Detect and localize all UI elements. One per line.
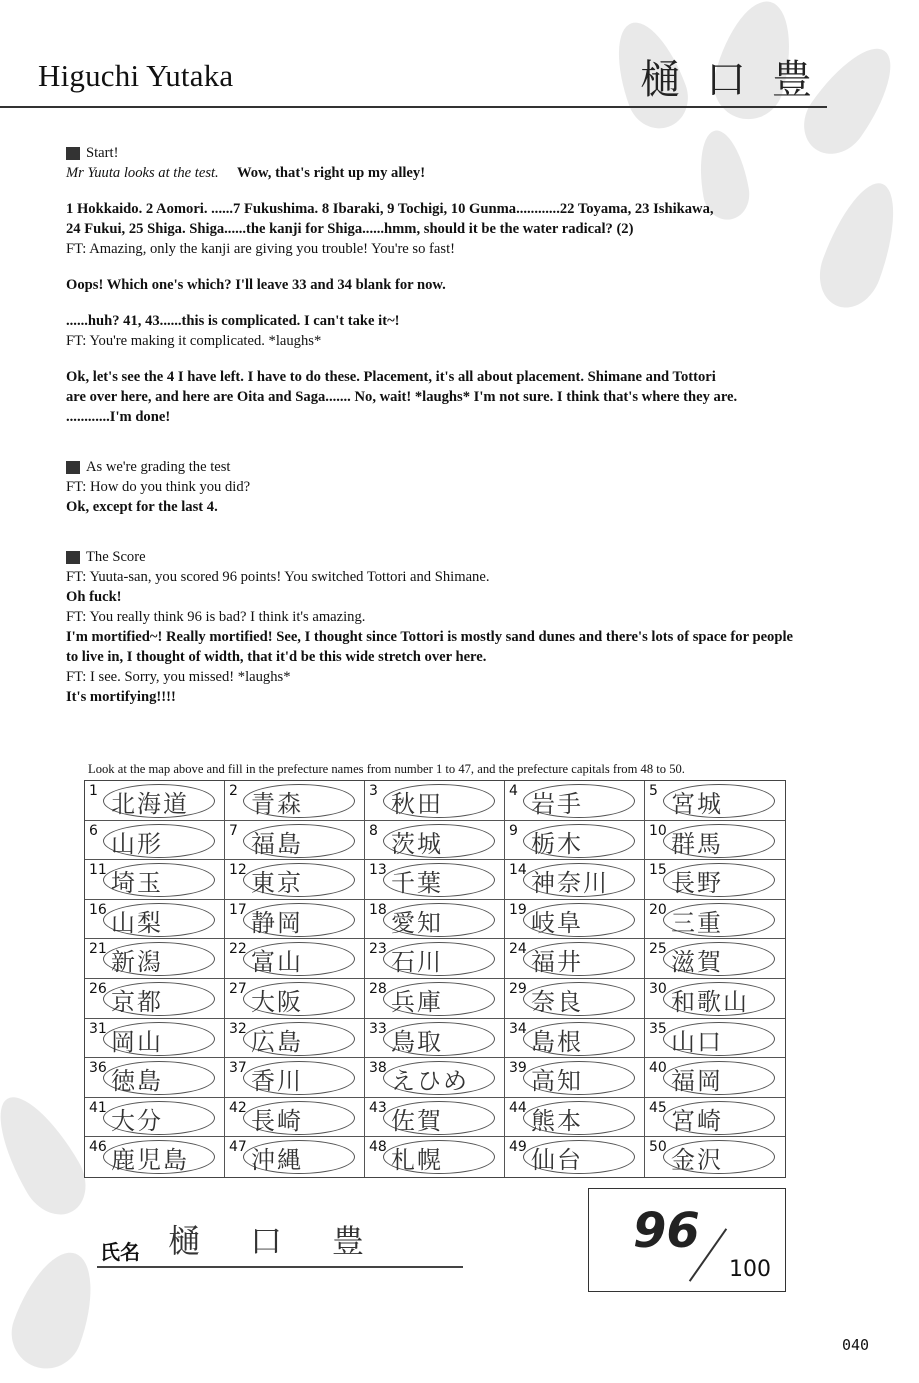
answer-cell xyxy=(365,1019,505,1059)
answer-cell xyxy=(225,939,365,979)
answer-number: 1 xyxy=(89,783,98,799)
paragraph: FT: You really think 96 is bad? I think it's amazing. xyxy=(66,609,366,625)
answer-grid xyxy=(84,780,786,1178)
answer-handwritten: 香川 xyxy=(251,1067,303,1096)
answer-cell xyxy=(645,979,785,1019)
answer-number: 25 xyxy=(649,941,667,958)
paragraph: Mr Yuuta looks at the test. Wow, that's right up my alley! xyxy=(66,165,426,181)
answer-cell xyxy=(365,939,505,979)
paragraph: FT: How do you think you did? xyxy=(66,479,251,495)
answer-number: 9 xyxy=(509,822,518,839)
answer-handwritten: 神奈川 xyxy=(531,869,609,898)
answer-cell xyxy=(85,821,225,861)
answer-handwritten: 福島 xyxy=(251,829,303,858)
answer-handwritten: 山梨 xyxy=(111,908,163,937)
answer-number: 26 xyxy=(89,980,107,997)
paragraph: Ok, let's see the 4 I have left. I have to do these. Placement, it's all about placement. Shimane and Tottori xyxy=(66,369,716,385)
answer-cell xyxy=(505,900,645,940)
answer-cell xyxy=(505,781,645,821)
answer-number: 15 xyxy=(649,862,667,879)
paragraph: FT: Yuuta-san, you scored 96 points! You switched Tottori and Shimane. xyxy=(66,569,490,585)
answer-cell xyxy=(225,1098,365,1138)
answer-number: 40 xyxy=(649,1060,667,1077)
answer-handwritten: 山形 xyxy=(111,829,163,858)
answer-cell xyxy=(225,1019,365,1059)
answer-number: 16 xyxy=(89,901,107,918)
answer-number: 21 xyxy=(89,941,107,958)
decorative-petal xyxy=(2,1242,109,1379)
answer-cell xyxy=(505,979,645,1019)
paragraph: are over here, and here are Oita and Saga....... No, wait! *laughs* I'm not sure. I think that's where they are. xyxy=(66,389,738,405)
answer-number: 44 xyxy=(509,1099,527,1116)
title-kanji: 樋口豊 xyxy=(640,57,838,103)
answer-cell xyxy=(505,1058,645,1098)
paragraph: Oh fuck! xyxy=(66,589,122,605)
answer-handwritten: 奈良 xyxy=(531,987,583,1016)
answer-handwritten: 長野 xyxy=(671,869,723,898)
answer-cell xyxy=(365,1058,505,1098)
answer-number: 11 xyxy=(89,862,107,879)
answer-number: 35 xyxy=(649,1020,667,1037)
answer-number: 18 xyxy=(369,901,387,918)
answer-handwritten: 熊本 xyxy=(531,1106,583,1135)
answer-cell xyxy=(225,1058,365,1098)
answer-cell xyxy=(645,860,785,900)
answer-cell xyxy=(365,821,505,861)
answer-handwritten: 大分 xyxy=(111,1106,163,1135)
page-title: Higuchi Yutaka xyxy=(38,58,234,93)
answer-handwritten: 徳島 xyxy=(111,1067,163,1096)
answer-number: 2 xyxy=(229,783,238,799)
title-divider xyxy=(0,106,827,108)
answer-number: 4 xyxy=(509,783,518,799)
answer-handwritten: 広島 xyxy=(251,1027,303,1056)
name-underline xyxy=(97,1266,463,1268)
answer-cell xyxy=(645,1019,785,1059)
answer-number: 43 xyxy=(369,1099,387,1116)
answer-cell xyxy=(365,979,505,1019)
answer-number: 48 xyxy=(369,1139,387,1156)
answer-cell xyxy=(85,900,225,940)
name-label: 氏名 xyxy=(100,1240,140,1264)
answer-cell xyxy=(645,821,785,861)
interview-text xyxy=(66,143,906,707)
answer-handwritten: 北海道 xyxy=(111,790,189,818)
answer-number: 14 xyxy=(509,862,527,879)
answer-handwritten: 佐賀 xyxy=(391,1106,443,1135)
answer-cell xyxy=(645,1098,785,1138)
test-instruction: Look at the map above and fill in the prefecture names from number 1 to 47, and the prefecture capitals from 48 to 50. xyxy=(88,762,685,776)
paragraph: I'm mortified~! Really mortified! See, I thought since Tottori is mostly sand dunes and there's lots of space for people xyxy=(66,629,793,645)
answer-number: 50 xyxy=(649,1139,667,1156)
answer-cell xyxy=(645,939,785,979)
answer-handwritten: 高知 xyxy=(531,1067,583,1096)
square-bullet-icon xyxy=(66,551,80,564)
answer-number: 27 xyxy=(229,980,247,997)
answer-handwritten: 札幌 xyxy=(391,1146,443,1175)
answer-handwritten: 仙台 xyxy=(531,1146,583,1175)
answer-number: 34 xyxy=(509,1020,527,1037)
answer-handwritten: 千葉 xyxy=(391,869,443,898)
answer-handwritten: 三重 xyxy=(671,908,723,937)
answer-handwritten: 和歌山 xyxy=(671,987,749,1016)
answer-cell xyxy=(505,939,645,979)
paragraph: FT: I see. Sorry, you missed! *laughs* xyxy=(66,669,291,685)
answer-cell xyxy=(645,1058,785,1098)
paragraph: FT: You're making it complicated. *laughs* xyxy=(66,333,322,349)
answer-number: 42 xyxy=(229,1099,247,1116)
answer-cell xyxy=(225,860,365,900)
answer-number: 37 xyxy=(229,1060,247,1077)
answer-handwritten: 栃木 xyxy=(531,829,583,858)
answer-handwritten: 京都 xyxy=(111,987,163,1016)
answer-handwritten: 茨城 xyxy=(391,829,443,858)
paragraph: ............I'm done! xyxy=(66,409,171,425)
answer-number: 19 xyxy=(509,901,527,918)
answer-number: 20 xyxy=(649,901,667,918)
score-box xyxy=(588,1188,786,1292)
answer-number: 5 xyxy=(649,783,658,799)
paragraph: 24 Fukui, 25 Shiga. Shiga......the kanji for Shiga......hmm, should it be the water radical? (2) xyxy=(66,221,634,237)
answer-cell xyxy=(85,1058,225,1098)
answer-handwritten: 埼玉 xyxy=(111,869,163,898)
answer-number: 36 xyxy=(89,1060,107,1077)
answer-handwritten: 富山 xyxy=(251,948,303,977)
answer-handwritten: 長崎 xyxy=(251,1106,303,1135)
section-heading: As we're grading the test xyxy=(66,457,906,477)
answer-handwritten: 鹿児島 xyxy=(111,1146,189,1175)
answer-number: 3 xyxy=(369,783,378,799)
answer-cell xyxy=(225,1137,365,1177)
answer-number: 24 xyxy=(509,941,527,958)
answer-handwritten: 兵庫 xyxy=(391,987,443,1016)
answer-cell xyxy=(225,781,365,821)
answer-number: 29 xyxy=(509,980,527,997)
answer-cell xyxy=(85,939,225,979)
paragraph: FT: Amazing, only the kanji are giving you trouble! You're so fast! xyxy=(66,241,455,257)
section-heading: The Score xyxy=(66,547,906,567)
answer-number: 45 xyxy=(649,1099,667,1116)
answer-number: 7 xyxy=(229,822,238,839)
page-number: 040 xyxy=(842,1336,870,1354)
answer-handwritten: 青森 xyxy=(251,790,303,818)
section-heading: Start! xyxy=(66,143,906,163)
answer-number: 8 xyxy=(369,822,378,839)
answer-number: 49 xyxy=(509,1139,527,1156)
answer-cell xyxy=(505,821,645,861)
answer-handwritten: 鳥取 xyxy=(391,1027,443,1056)
answer-handwritten: 静岡 xyxy=(251,908,303,937)
answer-cell xyxy=(225,979,365,1019)
answer-cell xyxy=(365,860,505,900)
paragraph: 1 Hokkaido. 2 Aomori. ......7 Fukushima. 8 Ibaraki, 9 Tochigi, 10 Gunma............22 Toyama, 23 Ishikawa, xyxy=(66,201,714,217)
answer-handwritten: 宮崎 xyxy=(671,1106,723,1135)
answer-handwritten: 愛知 xyxy=(391,908,443,937)
score-total: 100 xyxy=(729,1257,771,1282)
answer-handwritten: 福岡 xyxy=(671,1067,723,1096)
answer-handwritten: 島根 xyxy=(531,1027,583,1056)
paragraph: to live in, I thought of width, that it'd be this wide stretch over here. xyxy=(66,649,487,665)
answer-cell xyxy=(645,781,785,821)
answer-handwritten: 宮城 xyxy=(671,790,723,818)
answer-cell xyxy=(365,781,505,821)
answer-number: 13 xyxy=(369,862,387,879)
answer-number: 17 xyxy=(229,901,247,918)
answer-cell xyxy=(505,860,645,900)
answer-handwritten: 新潟 xyxy=(111,948,163,977)
answer-handwritten: 岐阜 xyxy=(531,908,583,937)
answer-handwritten: 山口 xyxy=(671,1027,723,1056)
answer-number: 41 xyxy=(89,1099,107,1116)
answer-number: 28 xyxy=(369,980,387,997)
paragraph: ......huh? 41, 43......this is complicated. I can't take it~! xyxy=(66,313,400,329)
answer-cell xyxy=(645,900,785,940)
score-value: 96 xyxy=(633,1203,700,1259)
answer-handwritten: 大阪 xyxy=(251,987,303,1016)
answer-handwritten: 岡山 xyxy=(111,1027,163,1056)
answer-number: 32 xyxy=(229,1020,247,1037)
answer-cell xyxy=(505,1098,645,1138)
answer-cell xyxy=(85,1019,225,1059)
answer-cell xyxy=(505,1137,645,1177)
answer-cell xyxy=(365,900,505,940)
answer-cell xyxy=(85,979,225,1019)
answer-handwritten: 福井 xyxy=(531,948,583,977)
answer-handwritten: えひめ xyxy=(391,1067,469,1096)
answer-handwritten: 岩手 xyxy=(531,790,583,818)
paragraph: Ok, except for the last 4. xyxy=(66,499,218,515)
answer-cell xyxy=(85,1098,225,1138)
answer-cell xyxy=(225,821,365,861)
answer-handwritten: 石川 xyxy=(391,948,443,977)
answer-cell xyxy=(85,1137,225,1177)
answer-number: 10 xyxy=(649,822,667,839)
answer-handwritten: 群馬 xyxy=(671,829,723,858)
answer-number: 31 xyxy=(89,1020,107,1037)
answer-handwritten: 沖縄 xyxy=(251,1146,303,1175)
answer-number: 46 xyxy=(89,1139,107,1156)
paragraph: Oops! Which one's which? I'll leave 33 and 34 blank for now. xyxy=(66,277,446,293)
paragraph: It's mortifying!!!! xyxy=(66,689,176,705)
answer-number: 38 xyxy=(369,1060,387,1077)
answer-number: 47 xyxy=(229,1139,247,1156)
answer-cell xyxy=(365,1137,505,1177)
name-handwritten: 樋口豊 xyxy=(168,1222,415,1260)
answer-number: 23 xyxy=(369,941,387,958)
answer-number: 22 xyxy=(229,941,247,958)
answer-handwritten: 金沢 xyxy=(671,1146,723,1175)
answer-cell xyxy=(645,1137,785,1177)
answer-handwritten: 滋賀 xyxy=(671,948,723,977)
answer-handwritten: 秋田 xyxy=(391,790,443,818)
answer-cell xyxy=(85,860,225,900)
answer-number: 12 xyxy=(229,862,247,879)
answer-number: 33 xyxy=(369,1020,387,1037)
answer-number: 39 xyxy=(509,1060,527,1077)
answer-number: 30 xyxy=(649,980,667,997)
answer-handwritten: 東京 xyxy=(251,869,303,898)
answer-number: 6 xyxy=(89,822,98,839)
answer-cell xyxy=(505,1019,645,1059)
square-bullet-icon xyxy=(66,461,80,474)
answer-cell xyxy=(85,781,225,821)
answer-cell xyxy=(365,1098,505,1138)
answer-cell xyxy=(225,900,365,940)
square-bullet-icon xyxy=(66,147,80,160)
